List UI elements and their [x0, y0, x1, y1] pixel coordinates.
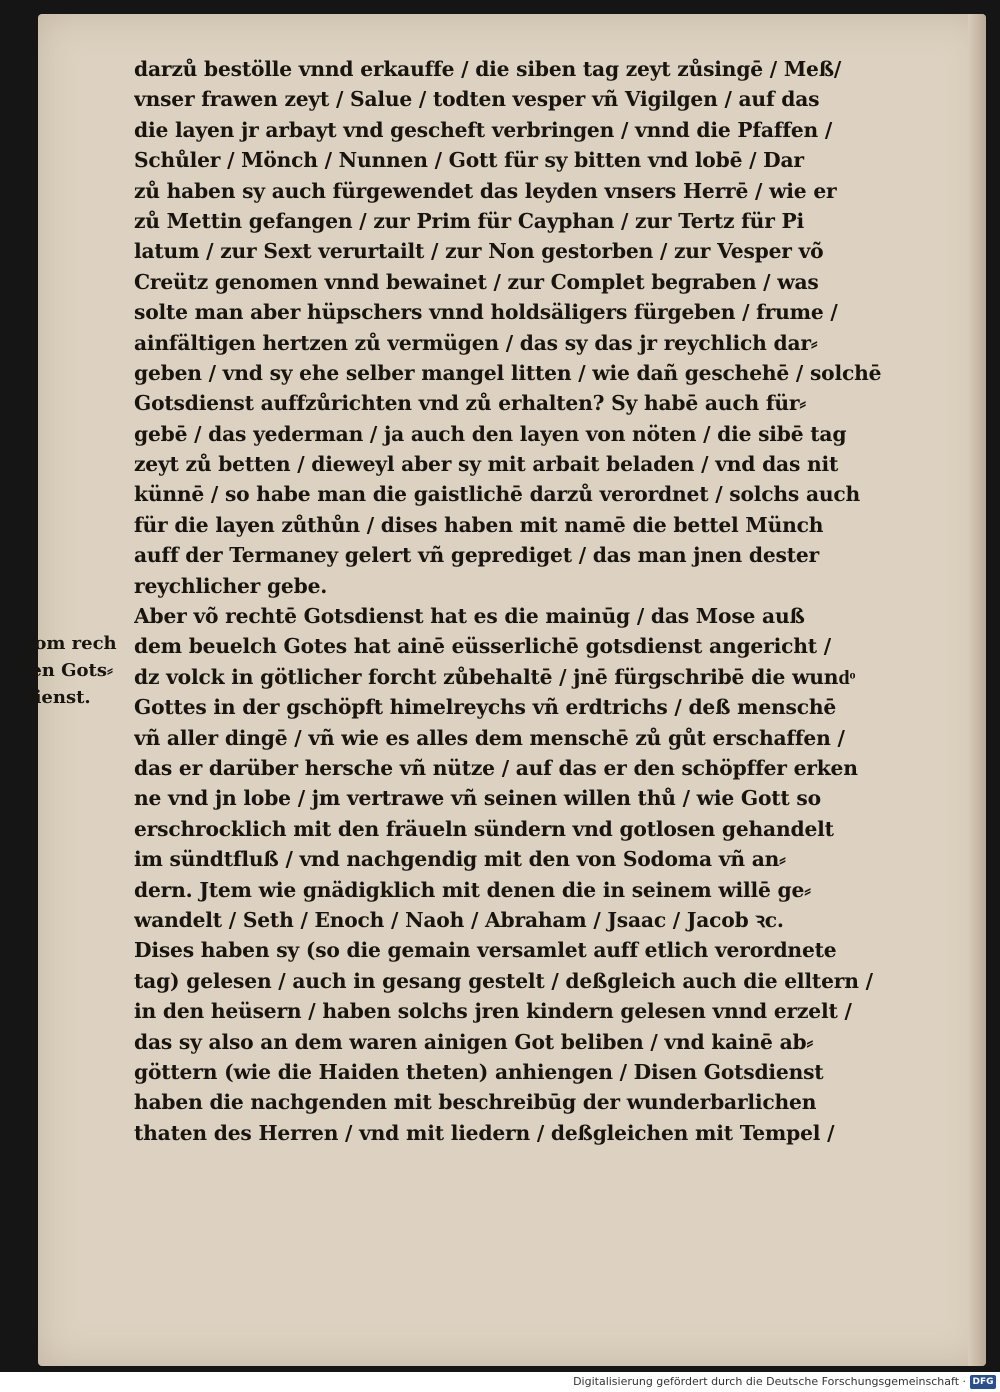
- margin-note-line: ten Gots⸗: [22, 660, 113, 681]
- text-line: tag) gelesen / auch in gesang gestelt / deßgleich auch die elltern /: [134, 968, 873, 993]
- text-line: zeyt zů betten / dieweyl aber sy mit arbait beladen / vnd das nit: [134, 452, 839, 477]
- text-line: vñ aller dingē / vñ wie es alles dem menschē zů gůt erschaffen /: [134, 725, 845, 750]
- margin-note-line: dienst.: [22, 687, 91, 708]
- margin-note: [22, 630, 132, 711]
- text-line: Gotsdienst auffzůrichten vnd zů erhalten? Sy habē auch für⸗: [134, 391, 806, 416]
- text-line: thaten des Herren / vnd mit liedern / deßgleichen mit Tempel /: [134, 1120, 835, 1145]
- text-line: im sündtfluß / vnd nachgendig mit den von Sodoma vñ an⸗: [134, 847, 786, 872]
- text-line: Schůler / Mönch / Nunnen / Gott für sy bitten vnd lobē / Dar: [134, 148, 804, 173]
- text-line: zů Mettin gefangen / zur Prim für Cayphan / zur Tertz für Pi: [134, 208, 805, 233]
- text-line: geben / vnd sy ehe selber mangel litten / wie dañ geschehē / solchē: [134, 360, 882, 385]
- text-line: Gottes in der gschöpft himelreychs vñ erdtrichs / deß menschē: [134, 695, 837, 720]
- text-line: künnē / so habe man die gaistlichē darzů verordnet / solchs auch: [134, 482, 861, 507]
- footer: [0, 1372, 1000, 1392]
- text-line: für die layen zůthůn / dises haben mit namē die bettel Münch: [134, 512, 824, 537]
- text-line: Dises haben sy (so die gemain versamlet auff etlich verordnete: [134, 938, 837, 963]
- text-line: göttern (wie die Haiden theten) anhiengen / Disen Gotsdienst: [134, 1059, 824, 1084]
- page-edge: [968, 14, 986, 1366]
- text-line: latum / zur Sext verurtailt / zur Non gestorben / zur Vesper võ: [134, 239, 824, 264]
- text-line: ainfältigen hertzen zů vermügen / das sy das jr reychlich dar⸗: [134, 330, 818, 355]
- text-line: vnser frawen zeyt / Salue / todten vesper vñ Vigilgen / auf das: [134, 87, 820, 112]
- body-text: [134, 54, 924, 1148]
- text-line: darzů bestölle vnnd erkauffe / die siben tag zeyt zůsingē / Meß/: [134, 57, 842, 81]
- text-line: solte man aber hüpschers vnnd holdsäligers fürgeben / frume /: [134, 300, 838, 325]
- text-line: auff der Termaney gelert vñ geprediget / das man jnen dester: [134, 543, 820, 568]
- dfg-logo: DFG: [970, 1375, 996, 1389]
- text-line: das er darüber hersche vñ nütze / auf das er den schöpffer erken: [134, 755, 858, 780]
- text-line: die layen jr arbayt vnd gescheft verbringen / vnnd die Pfaffen /: [134, 117, 833, 142]
- text-line: Creütz genomen vnnd bewainet / zur Complet begraben / was: [134, 269, 819, 294]
- text-line: haben die nachgenden mit beschreibūg der wunderbarlichen: [134, 1090, 817, 1115]
- text-line: wandelt / Seth / Enoch / Naoh / Abraham / Jsaac / Jacob ꝛc.: [134, 907, 784, 932]
- text-line: ne vnd jn lobe / jm vertrawe vñ seinen willen thů / wie Gott so: [134, 786, 821, 811]
- digitization-credit: Digitalisierung gefördert durch die Deutsche Forschungsgemeinschaft ·: [573, 1375, 966, 1388]
- text-line: dem beuelch Gotes hat ainē eüsserlichē gotsdienst angericht /: [134, 634, 831, 659]
- text-line: erschrocklich mit den fräueln sündern vnd gotlosen gehandelt: [134, 816, 834, 841]
- text-line: dern. Jtem wie gnädigklich mit denen die in seinem willē ge⸗: [134, 877, 811, 902]
- text-line: zů haben sy auch fürgewendet das leyden vnsers Herrē / wie er: [134, 178, 837, 203]
- text-line: reychlicher gebe.: [134, 573, 328, 598]
- text-line: das sy also an dem waren ainigen Got beliben / vnd kainē ab⸗: [134, 1029, 813, 1054]
- text-line: dz volck in götlicher forcht zůbehaltē / jnē fürgschribē die wundͦ: [134, 664, 856, 689]
- text-line: Aber võ rechtē Gotsdienst hat es die mainūg / das Mose auß: [134, 604, 805, 629]
- text-line: gebē / das yederman / ja auch den layen von nöten / die sibē tag: [134, 421, 847, 446]
- margin-note-line: Vom rech: [22, 633, 117, 654]
- text-line: in den heüsern / haben solchs jren kindern gelesen vnnd erzelt /: [134, 999, 852, 1024]
